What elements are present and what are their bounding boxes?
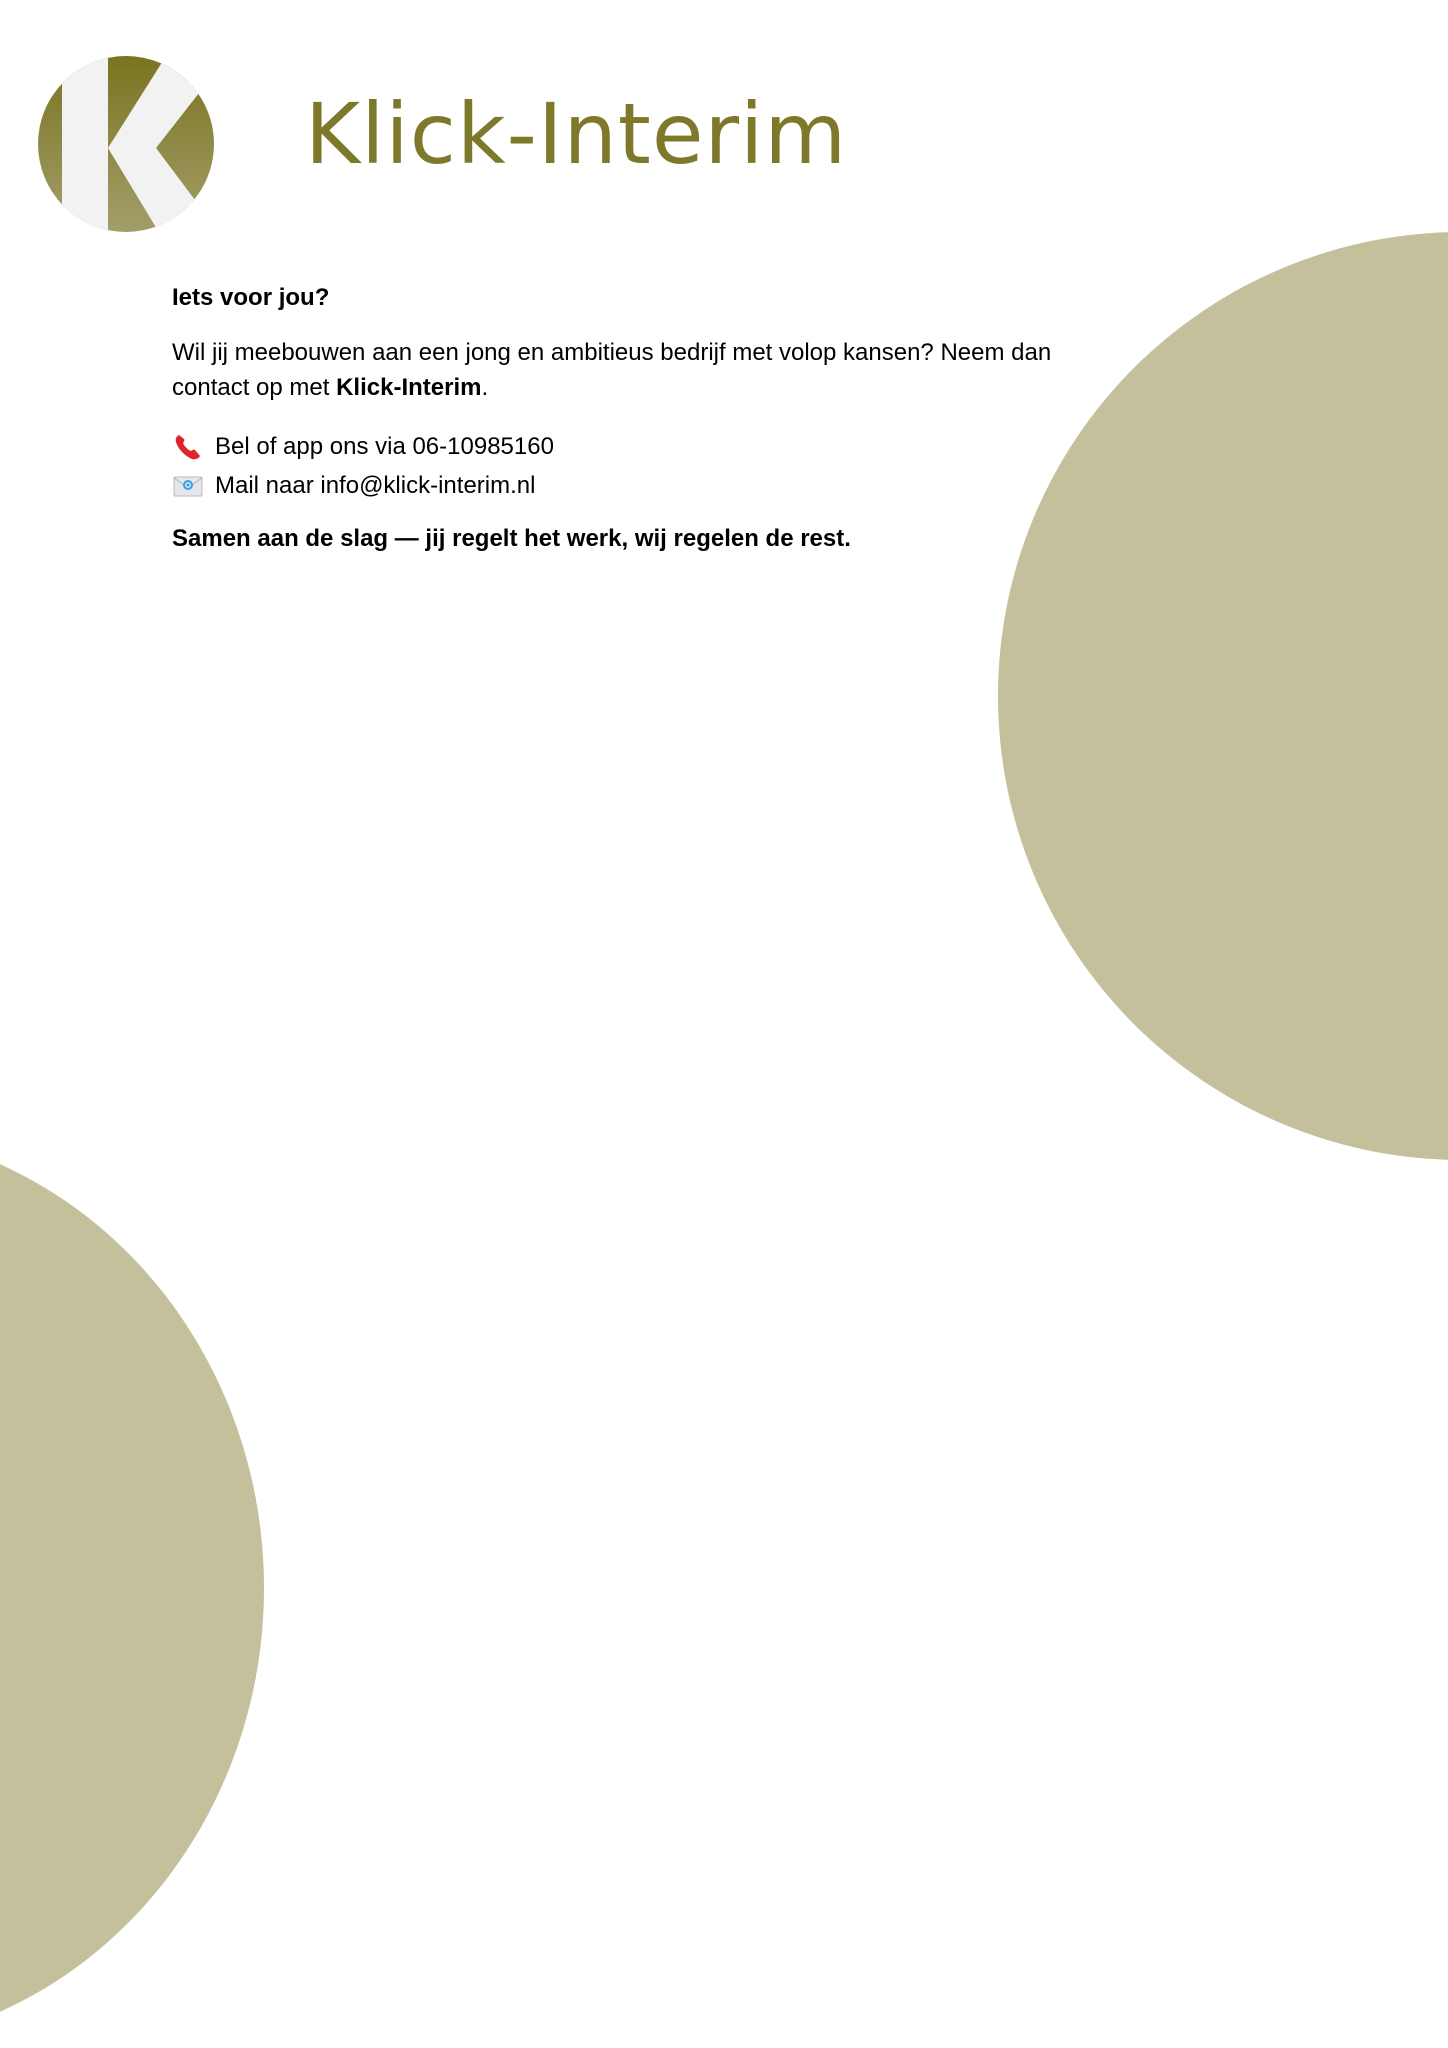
contact-email-line [172,466,1102,505]
decorative-circle-left [0,1128,264,2048]
phone-icon [172,431,204,463]
intro-text: Wil jij meebouwen aan een jong en ambitieus bedrijf met volop kansen? Neem dan contact op met [172,339,1052,401]
closing-statement: Samen aan de slag — jij regelt het werk, wij regelen de rest. [172,525,851,552]
email-icon [172,470,204,502]
logo-k-icon [38,56,214,232]
intro-brand-name: Klick-Interim [336,374,482,401]
contact-email-text: Mail naar info@klick-interim.nl [215,472,536,499]
intro-paragraph [172,335,1102,405]
intro-end: . [481,374,489,401]
contact-phone-line [172,427,1102,466]
brand-wordmark: Klick-Interim [305,85,848,183]
contact-phone-text: Bel of app ons via 06-10985160 [215,433,554,460]
main-content [172,280,1102,556]
section-heading: Iets voor jou? [172,284,330,311]
